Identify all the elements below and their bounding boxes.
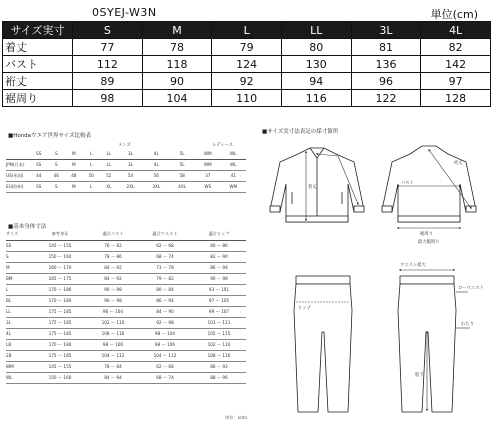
table-cell: 90 xyxy=(142,73,212,90)
table-cell: WM xyxy=(195,159,220,170)
row-label: US(米国) xyxy=(6,170,30,181)
label-inseam: 股下 xyxy=(415,373,424,378)
table-cell: 97 xyxy=(421,73,491,90)
table-cell: 80 ～ 86 xyxy=(192,240,246,251)
table-cell: 48 xyxy=(65,170,83,181)
table-cell: 175 ～ 185 xyxy=(32,328,88,339)
row-label: バスト xyxy=(3,56,73,73)
size-col-3l: 3L xyxy=(351,22,421,39)
table-cell: 84 ～ 92 xyxy=(88,273,138,284)
table-cell: 56 xyxy=(143,170,169,181)
compare-col-header: 3L xyxy=(118,148,144,159)
table-row xyxy=(3,73,491,90)
table-cell: 170 ～ 180 xyxy=(32,339,88,350)
table-cell: 98 xyxy=(73,90,143,107)
compare-table xyxy=(6,148,246,193)
size-col-s: S xyxy=(73,22,143,39)
row-label: WL xyxy=(6,372,32,383)
table-cell: 175 ～ 185 xyxy=(32,317,88,328)
table-row xyxy=(6,339,246,350)
unit-label: 単位(cm) xyxy=(430,8,478,21)
table-cell: 44 xyxy=(30,170,48,181)
jacket-back xyxy=(382,146,476,222)
table-cell: WM xyxy=(220,181,246,192)
table-cell: 112 xyxy=(73,56,143,73)
table-cell: 90 ～ 98 xyxy=(192,273,246,284)
table-cell: 98 ～ 104 xyxy=(138,328,192,339)
table-cell: 122 xyxy=(351,90,421,107)
table-row xyxy=(6,317,246,328)
table-cell: 150 ～ 160 xyxy=(32,251,88,262)
table-cell: 98 ～ 106 xyxy=(88,339,138,350)
table-cell: 99 ～ 107 xyxy=(192,306,246,317)
table-cell: 2XL xyxy=(118,181,144,192)
size-table-corner: サイズ実寸 xyxy=(3,22,73,39)
table-cell: 68 ～ 74 xyxy=(138,251,192,262)
body-col-header: 適合ウエスト xyxy=(138,229,192,240)
table-row xyxy=(6,181,246,192)
table-cell: 62 ～ 68 xyxy=(138,361,192,372)
table-cell: 4XL xyxy=(169,181,195,192)
table-cell: 3XL xyxy=(143,181,169,192)
row-label: EU(欧州) xyxy=(6,181,30,192)
row-label: 3L xyxy=(6,317,32,328)
table-cell: 50 xyxy=(83,170,101,181)
table-cell: 175 ～ 185 xyxy=(32,306,88,317)
table-cell: 170 ～ 180 xyxy=(32,295,88,306)
measurement-diagram xyxy=(258,132,498,422)
body-table-footnote: 単位：(cm) xyxy=(225,415,248,420)
body-col-header: 適合バスト xyxy=(88,229,138,240)
table-cell: 52 xyxy=(100,170,118,181)
label-max-width: 最大幅周り xyxy=(418,240,440,245)
table-row xyxy=(6,295,246,306)
compare-corner xyxy=(6,148,30,159)
table-cell: 73 ～ 78 xyxy=(138,262,192,273)
body-col-header: 参考身長 xyxy=(32,229,88,240)
table-row xyxy=(3,39,491,56)
label-hem: 裾周り xyxy=(420,232,433,237)
table-cell: 108 ～ 116 xyxy=(192,350,246,361)
table-cell: 110 xyxy=(212,90,282,107)
row-label: LB xyxy=(6,339,32,350)
row-label: LL xyxy=(6,306,32,317)
table-cell: 41 xyxy=(220,170,246,181)
table-cell: 175 ～ 185 xyxy=(32,350,88,361)
table-cell: 96 ～ 104 xyxy=(88,306,138,317)
row-label: 裄丈 xyxy=(3,73,73,90)
body-header-row xyxy=(6,229,246,240)
table-cell: S xyxy=(48,159,66,170)
table-cell: 90 ～ 98 xyxy=(88,295,138,306)
row-label: 4L xyxy=(6,328,32,339)
compare-col-header: WM xyxy=(195,148,220,159)
label-low-waist: ローウエスト xyxy=(458,286,484,291)
size-col-ll: LL xyxy=(281,22,351,39)
table-cell: SS xyxy=(30,181,48,192)
label-length: 着丈 xyxy=(308,185,317,190)
table-cell: S xyxy=(48,181,66,192)
label-hip: ヒップ xyxy=(298,306,311,311)
table-cell: 4L xyxy=(143,159,169,170)
table-cell: 104 ～ 112 xyxy=(88,350,138,361)
table-cell: 76 ～ 82 xyxy=(88,240,138,251)
table-cell: 37 xyxy=(195,170,220,181)
table-cell: 142 xyxy=(421,56,491,73)
table-cell: 104 ～ 112 xyxy=(138,350,192,361)
size-col-m: M xyxy=(142,22,212,39)
table-cell: 108 ～ 116 xyxy=(88,328,138,339)
table-cell: WL xyxy=(220,159,246,170)
table-row xyxy=(6,306,246,317)
table-cell: 80 ～ 84 xyxy=(138,284,192,295)
table-cell: WS xyxy=(195,181,220,192)
row-label: L xyxy=(6,284,32,295)
compare-col-header: SS xyxy=(30,148,48,159)
table-cell: 97 ～ 105 xyxy=(192,295,246,306)
table-cell: M xyxy=(65,159,83,170)
compare-group-mens: メンズ xyxy=(118,143,131,148)
row-label: M xyxy=(6,262,32,273)
table-cell: 80 xyxy=(281,39,351,56)
row-label: BM xyxy=(6,273,32,284)
table-row xyxy=(3,56,491,73)
table-cell: 88 ～ 96 xyxy=(192,372,246,383)
table-cell: 58 xyxy=(169,170,195,181)
size-table-header xyxy=(3,22,491,39)
table-cell: 62 ～ 68 xyxy=(138,240,192,251)
table-row xyxy=(6,262,246,273)
compare-col-header: 4L xyxy=(143,148,169,159)
table-cell: 84 ～ 92 xyxy=(88,262,138,273)
table-cell: L xyxy=(83,159,101,170)
table-cell: 90 ～ 98 xyxy=(88,284,138,295)
table-cell: 96 xyxy=(351,73,421,90)
table-cell: 150 ～ 160 xyxy=(32,372,88,383)
pants-front xyxy=(294,276,352,412)
table-cell: 3L xyxy=(118,159,144,170)
table-cell: LL xyxy=(100,159,118,170)
model-code: 0SYEJ-W3N xyxy=(92,6,157,19)
row-label: 着丈 xyxy=(3,39,73,56)
table-cell: 82 xyxy=(421,39,491,56)
body-col-header: サイズ xyxy=(6,229,32,240)
table-cell: XL xyxy=(100,181,118,192)
table-cell: 84 ～ 90 xyxy=(138,306,192,317)
table-cell: 92 ～ 98 xyxy=(138,317,192,328)
table-cell: 78 xyxy=(142,39,212,56)
table-cell: 78 ～ 84 xyxy=(88,361,138,372)
table-cell: 160 ～ 170 xyxy=(32,262,88,273)
table-cell: 102 ～ 110 xyxy=(192,339,246,350)
table-row xyxy=(6,251,246,262)
table-cell: 93 ～ 101 xyxy=(192,284,246,295)
table-cell: SS xyxy=(30,159,48,170)
compare-col-header: L xyxy=(83,148,101,159)
table-cell: 54 xyxy=(118,170,144,181)
compare-col-header: M xyxy=(65,148,83,159)
diagram-section-title: ■サイズ実寸法表記の採寸箇所 xyxy=(262,129,339,135)
row-label: S xyxy=(6,251,32,262)
table-cell: 78 ～ 86 xyxy=(88,251,138,262)
size-table xyxy=(2,21,491,107)
table-cell: 79 ～ 82 xyxy=(138,273,192,284)
table-cell: 86 ～ 94 xyxy=(138,295,192,306)
table-row xyxy=(6,350,246,361)
table-row xyxy=(6,273,246,284)
table-cell: 165 ～ 175 xyxy=(32,273,88,284)
row-label: JPN(日本) xyxy=(6,159,30,170)
table-cell: 79 xyxy=(212,39,282,56)
size-col-4l: 4L xyxy=(421,22,491,39)
table-row xyxy=(6,372,246,383)
table-cell: 92 xyxy=(212,73,282,90)
table-cell: 124 xyxy=(212,56,282,73)
compare-col-header: 5L xyxy=(169,148,195,159)
table-row xyxy=(6,284,246,295)
table-cell: L xyxy=(83,181,101,192)
table-cell: 77 xyxy=(73,39,143,56)
table-row xyxy=(6,159,246,170)
table-cell: 116 xyxy=(281,90,351,107)
table-cell: 136 xyxy=(351,56,421,73)
row-label: BL xyxy=(6,295,32,306)
row-label: 2B xyxy=(6,350,32,361)
table-row xyxy=(6,361,246,372)
size-col-l: L xyxy=(212,22,282,39)
table-cell: 68 ～ 74 xyxy=(138,372,192,383)
table-cell: 170 ～ 180 xyxy=(32,284,88,295)
table-cell: 128 xyxy=(421,90,491,107)
row-label: WM xyxy=(6,361,32,372)
compare-group-ladies: レディース xyxy=(212,143,233,148)
compare-col-header: S xyxy=(48,148,66,159)
table-row xyxy=(6,328,246,339)
compare-col-header: WL xyxy=(220,148,246,159)
body-col-header: 適合ヒップ xyxy=(192,229,246,240)
label-width: わたり xyxy=(461,322,474,327)
table-row xyxy=(6,170,246,181)
table-cell: 94 xyxy=(281,73,351,90)
table-cell: 118 xyxy=(142,56,212,73)
table-cell: 145 ～ 155 xyxy=(32,240,88,251)
table-cell: 145 ～ 155 xyxy=(32,361,88,372)
label-sleeve: 裄丈 xyxy=(454,161,463,166)
table-cell: 86 ～ 94 xyxy=(192,262,246,273)
table-cell: 102 ～ 110 xyxy=(88,317,138,328)
table-cell: 81 xyxy=(351,39,421,56)
table-cell: 98 ～ 106 xyxy=(138,339,192,350)
table-cell: 103 ～ 111 xyxy=(192,317,246,328)
label-waist-max: ウエスト最大 xyxy=(400,263,426,268)
table-row xyxy=(3,90,491,107)
table-cell: 84 ～ 94 xyxy=(88,372,138,383)
table-cell: 82 ～ 90 xyxy=(192,251,246,262)
body-table xyxy=(6,229,246,384)
table-cell: 130 xyxy=(281,56,351,73)
table-cell: M xyxy=(65,181,83,192)
table-row xyxy=(6,240,246,251)
table-cell: 46 xyxy=(48,170,66,181)
table-cell: 5L xyxy=(169,159,195,170)
table-cell: 105 ～ 115 xyxy=(192,328,246,339)
row-label: SS xyxy=(6,240,32,251)
body-section-title: ■基本身体寸法 xyxy=(8,224,47,230)
compare-col-header: LL xyxy=(100,148,118,159)
table-cell: 89 xyxy=(73,73,143,90)
compare-section-title: ■Hondaウエア世界サイズ比較表 xyxy=(8,133,92,139)
label-bust: バスト xyxy=(401,181,414,186)
row-label: 裾周り xyxy=(3,90,73,107)
compare-header-row xyxy=(6,148,246,159)
table-cell: 104 xyxy=(142,90,212,107)
table-cell: 86 ～ 92 xyxy=(192,361,246,372)
